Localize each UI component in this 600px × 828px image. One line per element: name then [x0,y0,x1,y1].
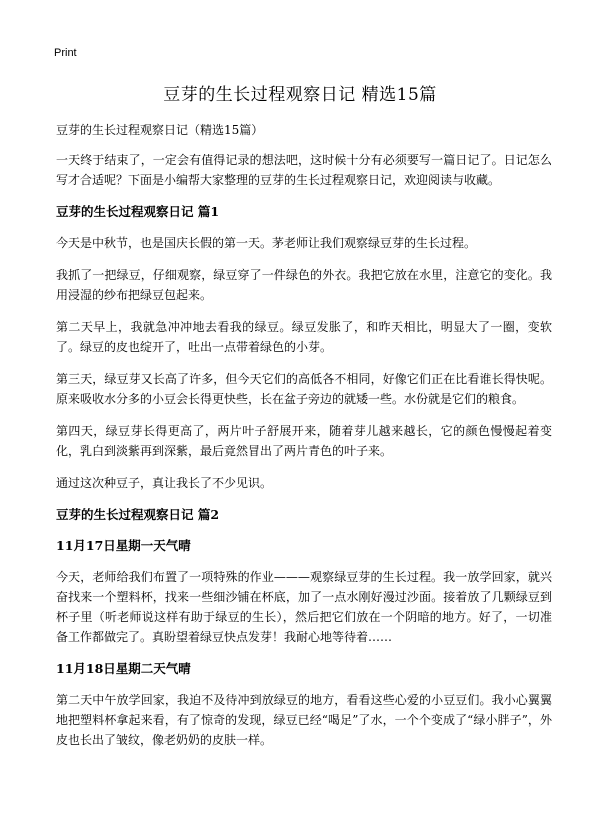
entry-paragraph: 今天，老师给我们布置了一项特殊的作业———观察绿豆芽的生长过程。我一放学回家，就兴奋找来一个塑料杯，找来一些细沙铺在杯底，加了一点水刚好漫过沙面。接着放了几颗绿豆到杯子里（听老师说这样有助于绿豆的生长），然后把它们放在一个阴暗的地方。好了，一切准备工作都做完了。真盼望着绿豆快点发芽！我耐心地等待着…… [56,570,552,644]
entry-date: 11月18日星期二天气晴 [56,661,191,676]
print-link[interactable]: Print [54,47,77,59]
document-body [56,120,552,762]
section-heading-2: 豆芽的生长过程观察日记 篇2 [56,507,220,522]
paragraph: 通过这次种豆子，真让我长了不少见识。 [56,476,273,490]
section-heading-1: 豆芽的生长过程观察日记 篇1 [56,204,220,219]
paragraph: 我抓了一把绿豆，仔细观察，绿豆穿了一件绿色的外衣。我把它放在水里，注意它的变化。我用浸湿的纱布把绿豆包起来。 [56,268,552,302]
document-subtitle: 豆芽的生长过程观察日记（精选15篇） [56,123,264,137]
paragraph: 第三天，绿豆芽又长高了许多，但今天它们的高低各不相同，好像它们正在比看谁长得快呢。原来吸收水分多的小豆会长得更快些，长在盆子旁边的就矮一些。水份就是它们的粮食。 [56,372,552,406]
entry-date: 11月17日星期一天气晴 [56,538,191,553]
entry-paragraph: 第二天中午放学回家，我迫不及待冲到放绿豆的地方，看看这些心爱的小豆豆们。我小心翼翼地把塑料杯拿起来看，有了惊奇的发现，绿豆已经“喝足”了水，一个个变成了“绿小胖子”，外皮也长出了皱纹，像老奶奶的皮肤一样。 [56,693,552,747]
intro-paragraph: 一天终于结束了，一定会有值得记录的想法吧，这时候十分有必须要写一篇日记了。日记怎么写才合适呢？下面是小编帮大家整理的豆芽的生长过程观察日记，欢迎阅读与收藏。 [56,153,552,187]
paragraph: 第四天，绿豆芽长得更高了，两片叶子舒展开来，随着芽儿越来越长，它的颜色慢慢起着变化，乳白到淡紫再到深紫，最后竟然冒出了两片青色的叶子来。 [56,424,552,458]
paragraph: 第二天早上，我就急冲冲地去看我的绿豆。绿豆发胀了，和昨天相比，明显大了一圈，变软了。绿豆的皮也绽开了，吐出一点带着绿色的小芽。 [56,320,552,354]
page-title: 豆芽的生长过程观察日记 精选15篇 [163,85,437,105]
paragraph: 今天是中秋节，也是国庆长假的第一天。茅老师让我们观察绿豆芽的生长过程。 [56,236,477,250]
